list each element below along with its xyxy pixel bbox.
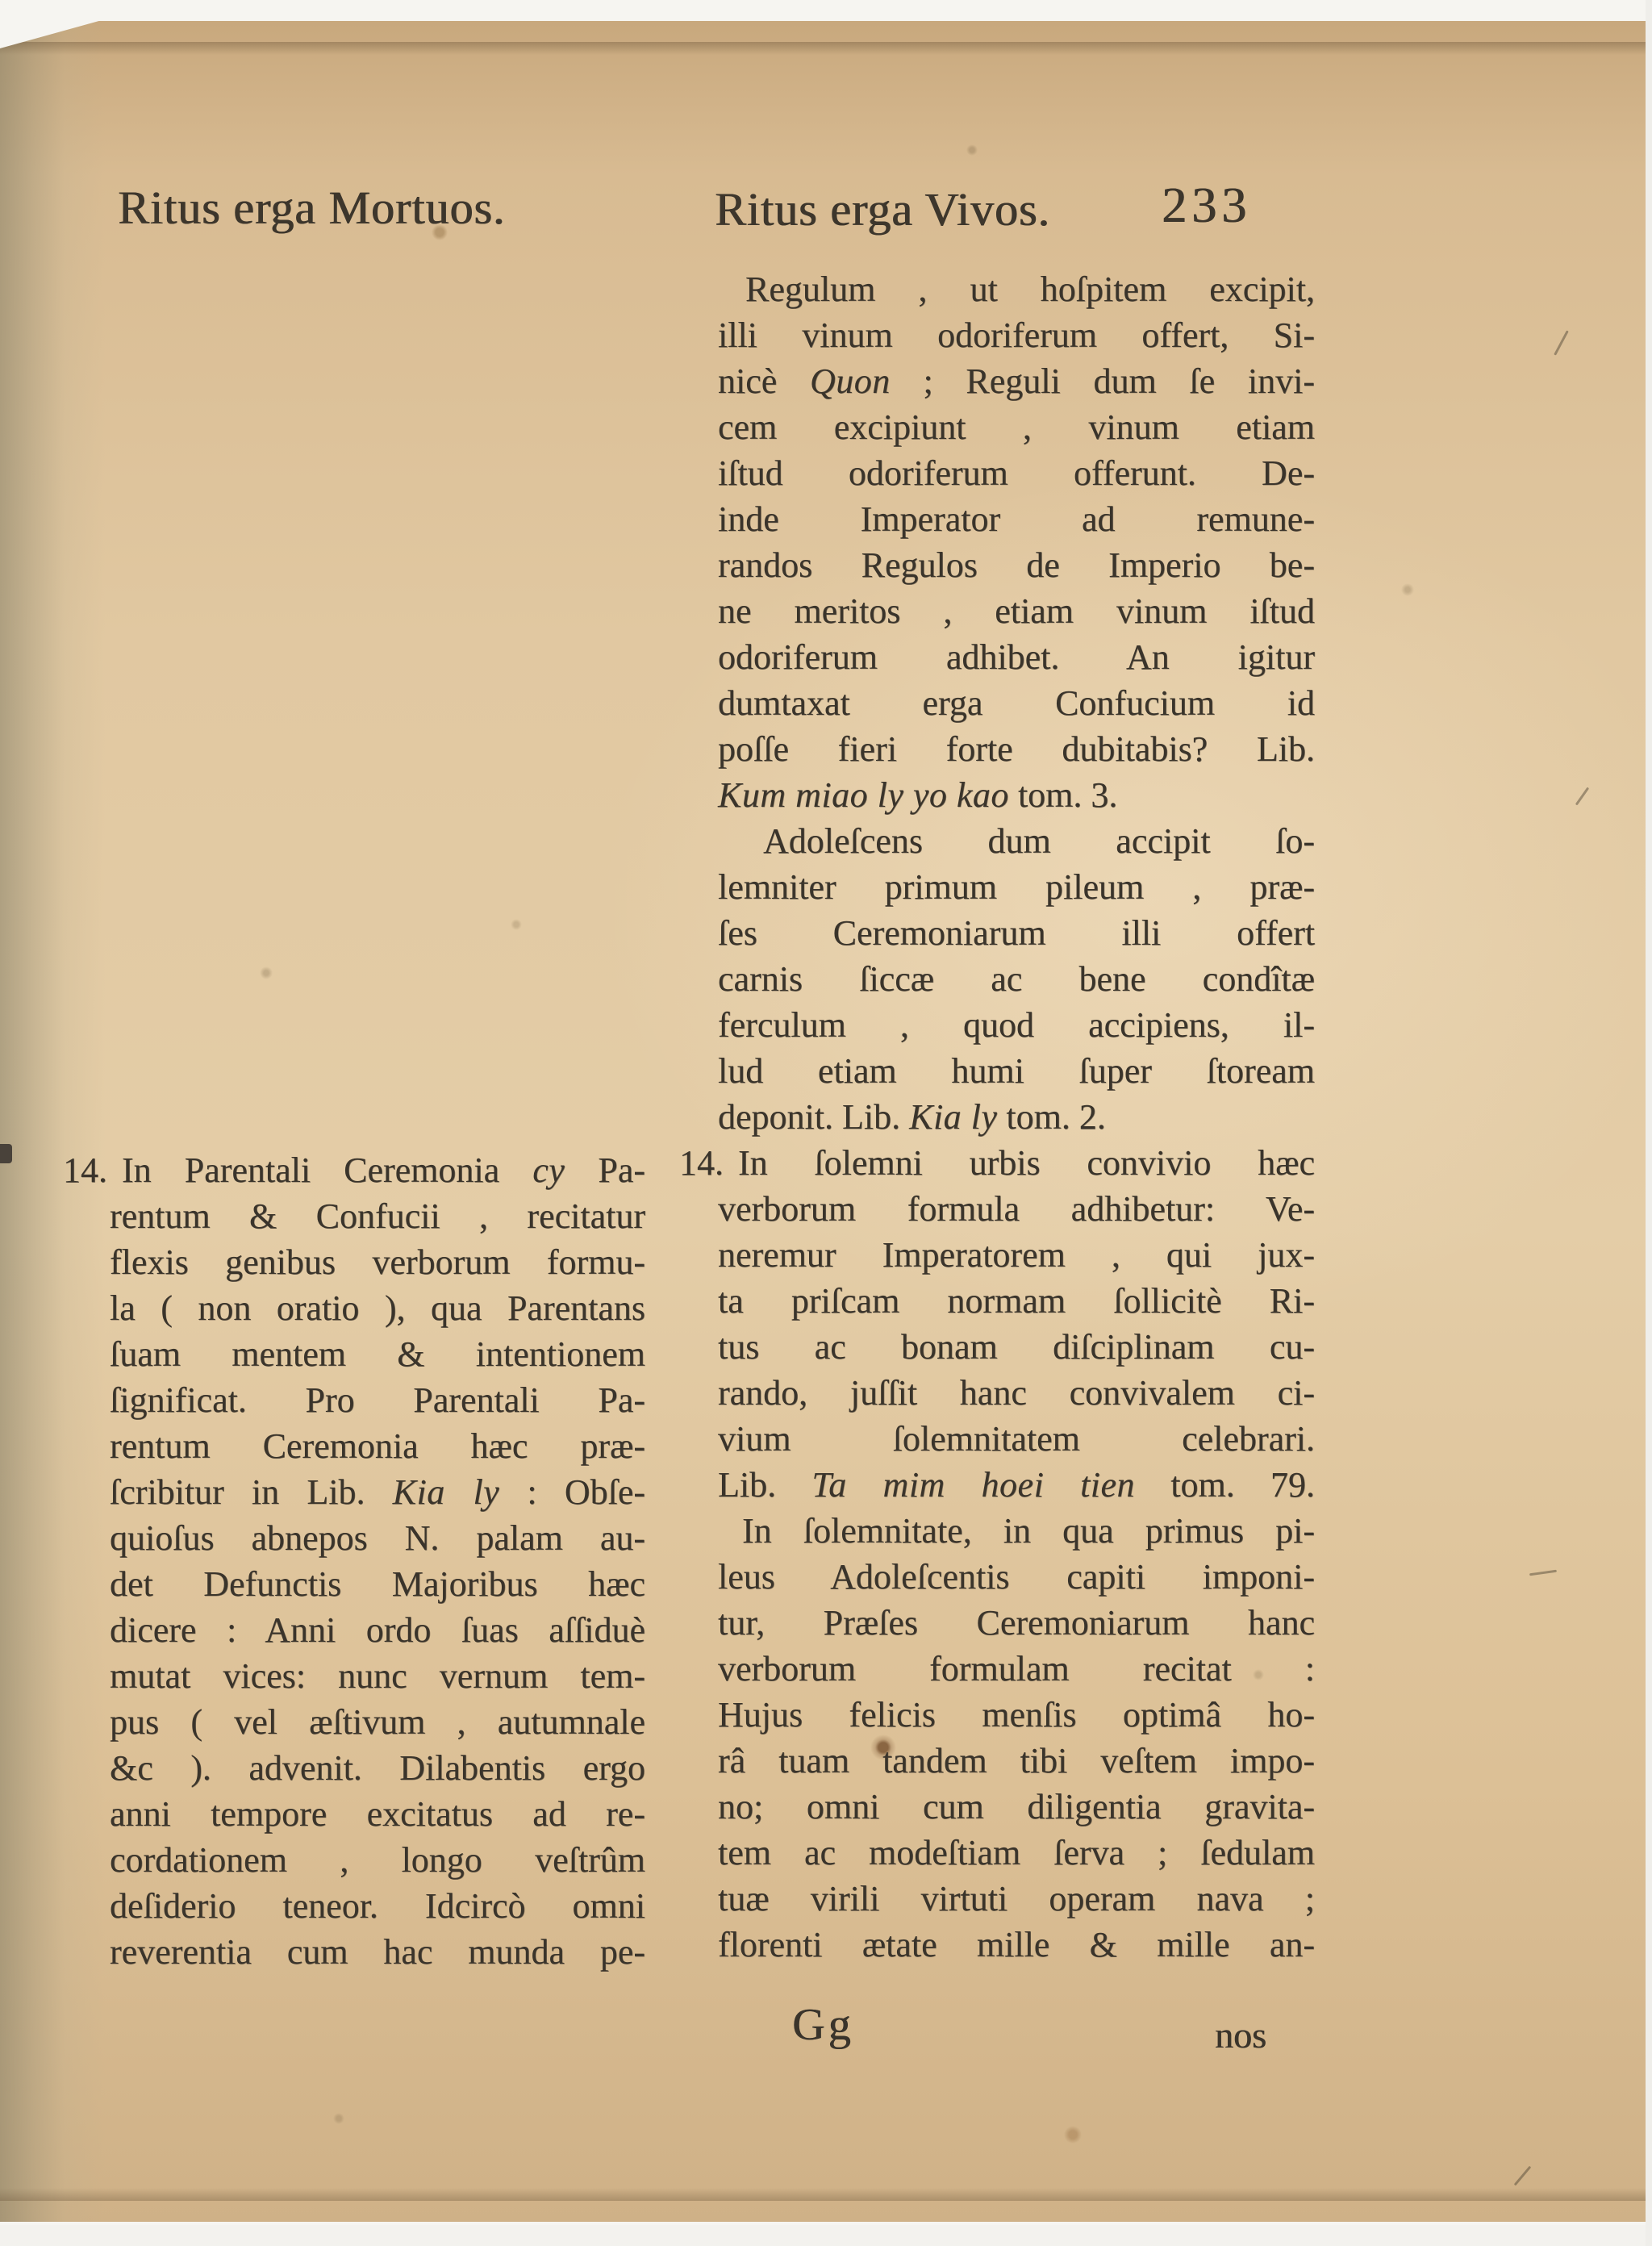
- text-line: la ( non oratio ), qua Parentans: [110, 1288, 645, 1328]
- text-line: rando, juſſit hanc convivalem ci-: [718, 1373, 1315, 1413]
- signature-mark: Gg: [792, 2000, 854, 2050]
- text-line: verborum formulam recitat :: [718, 1649, 1315, 1689]
- text-line: tuæ virili virtuti operam nava ;: [718, 1879, 1315, 1918]
- paragraph: [679, 1140, 1315, 1508]
- running-header-right: Ritus erga Vivos.: [715, 183, 1050, 236]
- text-line: vium ſolemnitatem celebrari.: [718, 1419, 1315, 1459]
- text-line: ſignificat. Pro Parentali Pa-: [110, 1380, 645, 1420]
- text-line: illi vinum odoriferum offert, Si-: [718, 315, 1315, 355]
- text-line: iſtud odoriferum offerunt. De-: [718, 453, 1315, 493]
- text-line: ſuam mentem & intentionem: [110, 1334, 645, 1374]
- text-line: nicè Quon ; Reguli dum ſe invi-: [718, 361, 1315, 401]
- running-header-left: Ritus erga Mortuos.: [118, 182, 506, 234]
- text-column-right: [679, 266, 1315, 1968]
- item-number: 14.: [63, 1150, 107, 1190]
- scanner-edge-bottom: [0, 2225, 1652, 2246]
- margin-pen-stroke: [1554, 330, 1569, 355]
- text-line: leus Adoleſcentis capiti imponi-: [718, 1557, 1315, 1597]
- text-line: Lib. Ta mim hoei tien tom. 79.: [718, 1465, 1315, 1505]
- text-line: quioſus abnepos N. palam au-: [110, 1518, 645, 1558]
- text-line: cordationem , longo veſtrûm: [110, 1840, 645, 1880]
- text-line: mutat vices: nunc vernum tem-: [110, 1656, 645, 1696]
- scanner-edge-top: [0, 0, 1652, 21]
- text-line: ſes Ceremoniarum illi offert: [718, 913, 1315, 953]
- text-line: lud etiam humi ſuper ſtoream: [718, 1051, 1315, 1091]
- catchword: nos: [1215, 2014, 1266, 2056]
- text-line: deponit. Lib. Kia ly tom. 2.: [718, 1097, 1106, 1137]
- text-line: deſiderio teneor. Idcircò omni: [110, 1886, 645, 1926]
- text-line: poſſe fieri forte dubitabis? Lib.: [718, 729, 1315, 769]
- text-line: tem ac modeſtiam ſerva ; ſedulam: [718, 1833, 1315, 1872]
- text-line: In ſolemnitate, in qua primus pi-: [742, 1511, 1315, 1551]
- text-line: det Defunctis Majoribus hæc: [110, 1564, 645, 1604]
- margin-pen-stroke: [1575, 787, 1589, 805]
- text-line: 14. In Parentali Ceremonia cy Pa-: [63, 1150, 645, 1190]
- text-line: anni tempore excitatus ad re-: [110, 1794, 645, 1834]
- text-line: florenti ætate mille & mille an-: [718, 1925, 1315, 1964]
- text-line: carnis ſiccæ ac bene condîtæ: [718, 959, 1315, 999]
- text-line: ta priſcam normam ſollicitè Ri-: [718, 1281, 1315, 1321]
- page-number: 233: [1162, 178, 1251, 233]
- text-line: ſcribitur in Lib. Kia ly : Obſe-: [110, 1472, 646, 1512]
- text-line: rentum & Confucii , recitatur: [110, 1196, 645, 1236]
- page-corner-cut: [0, 19, 105, 48]
- paragraph: [718, 266, 1315, 818]
- text-line: odoriferum adhibet. An igitur: [718, 637, 1315, 677]
- text-line: dumtaxat erga Confucium id: [718, 683, 1315, 723]
- text-line: inde Imperator ad remune-: [718, 499, 1315, 539]
- text-line: pus ( vel æſtivum , autumnale: [110, 1702, 645, 1742]
- text-line: tur, Præſes Ceremoniarum hanc: [718, 1603, 1315, 1643]
- text-line: 14. In ſolemni urbis convivio hæc: [679, 1143, 1315, 1183]
- item-number: 14.: [679, 1143, 724, 1183]
- text-line: neremur Imperatorem , qui jux-: [718, 1235, 1315, 1275]
- text-line: verborum formula adhibetur: Ve-: [718, 1189, 1315, 1229]
- text-line: cem excipiunt , vinum etiam: [718, 407, 1315, 447]
- text-line: tus ac bonam diſciplinam cu-: [718, 1327, 1315, 1367]
- text-line: Hujus felicis menſis optimâ ho-: [718, 1695, 1315, 1735]
- margin-pen-stroke: [1514, 2166, 1532, 2186]
- text-line: ne meritos , etiam vinum iſtud: [718, 591, 1315, 631]
- text-line: randos Regulos de Imperio be-: [718, 545, 1315, 585]
- text-column-left: [63, 1147, 646, 1975]
- text-line: Kum miao ly yo kao tom. 3.: [718, 775, 1118, 815]
- text-line: rentum Ceremonia hæc præ-: [110, 1426, 645, 1466]
- page-edge-shadow-top: [0, 42, 1646, 55]
- paragraph: [718, 818, 1315, 1140]
- text-line: ferculum , quod accipiens, il-: [718, 1005, 1315, 1045]
- page: [0, 21, 1646, 2222]
- text-line: &c ). advenit. Dilabentis ergo: [110, 1748, 645, 1788]
- text-line: Adoleſcens dum accipit ſo-: [763, 821, 1315, 861]
- paragraph: [63, 1147, 645, 1975]
- text-line: lemniter primum pileum , præ-: [718, 867, 1315, 907]
- page-edge-shadow-bottom: [0, 2188, 1646, 2201]
- text-line: no; omni cum diligentia gravita-: [718, 1787, 1315, 1826]
- margin-pen-stroke: [1529, 1570, 1557, 1576]
- text-line: Regulum , ut hoſpitem excipit,: [745, 269, 1315, 309]
- text-line: râ tuam tandem tibi veſtem impo-: [718, 1741, 1315, 1781]
- text-line: reverentia cum hac munda pe-: [110, 1932, 645, 1972]
- text-line: dicere : Anni ordo ſuas aſſiduè: [110, 1610, 645, 1650]
- paragraph: [718, 1508, 1315, 1968]
- scanner-edge-right: [1646, 0, 1652, 2246]
- gutter-ink-mark: [0, 1144, 12, 1163]
- text-line: flexis genibus verborum formu-: [110, 1242, 645, 1282]
